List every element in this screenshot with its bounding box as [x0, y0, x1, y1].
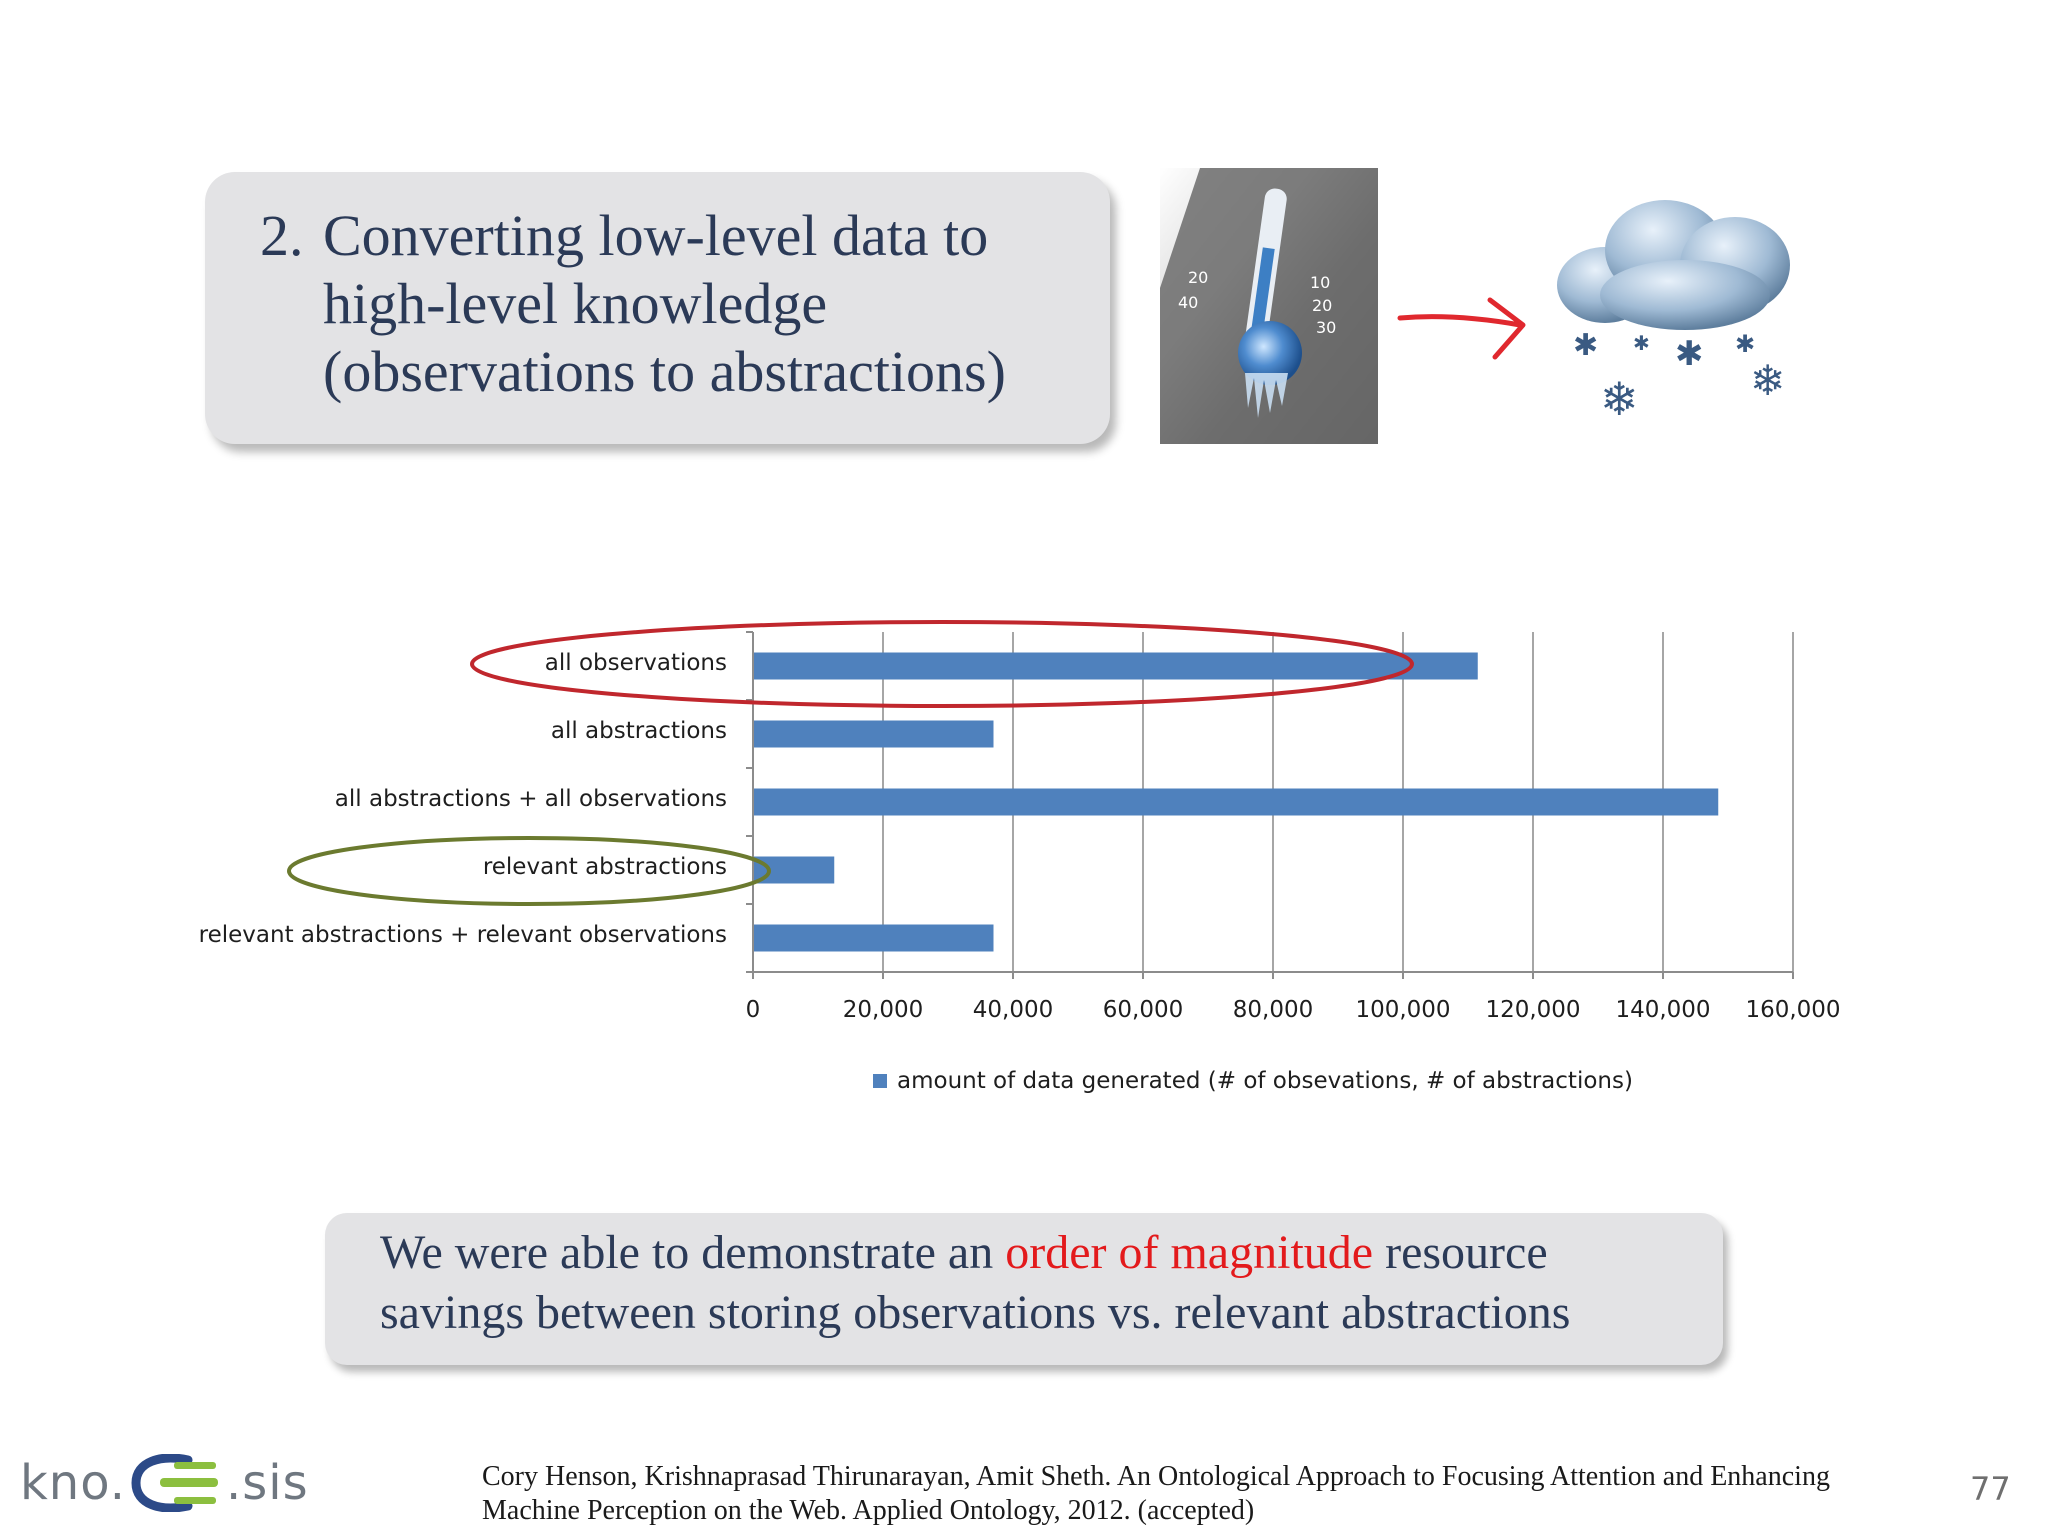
x-tick-label: 160,000 [1745, 997, 1841, 1023]
conclusion-text-after: resource [1373, 1226, 1548, 1279]
category-label: relevant abstractions [482, 854, 727, 880]
x-tick-label: 140,000 [1615, 997, 1711, 1023]
logo-e-icon [130, 1454, 222, 1512]
conclusion-line-2: savings between storing observations vs. relevant abstractions [380, 1286, 1571, 1339]
bar-5 [754, 925, 994, 952]
category-label: relevant abstractions + relevant observations [198, 922, 727, 948]
bar-2 [754, 721, 994, 748]
conclusion-line-1 [380, 1225, 1548, 1280]
x-tick-label: 80,000 [1232, 997, 1314, 1023]
x-tick-label: 0 [745, 997, 761, 1023]
citation-line-1: Cory Henson, Krishnaprasad Thirunarayan, Amit Sheth. An Ontological Approach to Focusing Attention and Enhancing [482, 1461, 1830, 1492]
category-label: all observations [544, 650, 727, 676]
svg-text:❄: ❄ [1600, 372, 1639, 426]
title-box [205, 172, 1110, 444]
title-number: 2. [260, 203, 304, 268]
page-number: 77 [1970, 1470, 2011, 1508]
x-tick-label: 100,000 [1355, 997, 1451, 1023]
category-label: all abstractions + all observations [334, 786, 727, 812]
svg-text:40: 40 [1178, 293, 1199, 312]
slide-title: Converting low-level data to high-level knowledge (observations to abstractions) [323, 203, 1006, 404]
svg-text:30: 30 [1316, 318, 1337, 337]
legend-swatch [873, 1074, 887, 1088]
logo-text-right: .sis [226, 1455, 309, 1511]
svg-text:✱: ✱ [1735, 330, 1756, 358]
chart-legend [873, 1068, 1633, 1094]
bar-chart [190, 610, 1870, 1110]
conclusion-box [325, 1213, 1723, 1365]
snow-cloud-icon [1545, 180, 1825, 440]
knoesis-logo [20, 1453, 309, 1513]
conclusion-highlight: order of magnitude [1005, 1226, 1374, 1279]
svg-text:✱: ✱ [1573, 328, 1599, 363]
x-tick-label: 20,000 [842, 997, 924, 1023]
svg-text:20: 20 [1188, 268, 1209, 287]
legend-label: amount of data generated (# of obsevations, # of abstractions) [897, 1068, 1633, 1094]
svg-text:❄: ❄ [1750, 356, 1786, 405]
bar-1 [754, 653, 1478, 680]
category-label: all abstractions [550, 718, 727, 744]
thermometer-icon [1160, 168, 1378, 444]
bar-3 [754, 789, 1718, 816]
x-tick-label: 60,000 [1102, 997, 1184, 1023]
citation-line-2: Machine Perception on the Web. Applied Ontology, 2012. (accepted) [482, 1495, 1255, 1526]
x-tick-label: 120,000 [1485, 997, 1581, 1023]
logo-text-left: kno. [20, 1455, 126, 1511]
citation [482, 1460, 1882, 1528]
bar-4 [754, 857, 834, 884]
svg-text:✱: ✱ [1675, 334, 1704, 374]
chart-plot [190, 610, 1870, 1110]
svg-text:✱: ✱ [1633, 331, 1650, 355]
red-arrow-icon [1395, 285, 1535, 365]
svg-text:20: 20 [1312, 296, 1333, 315]
svg-text:10: 10 [1310, 273, 1331, 292]
x-tick-label: 40,000 [972, 997, 1054, 1023]
conclusion-text-before: We were able to demonstrate an [380, 1226, 1006, 1279]
